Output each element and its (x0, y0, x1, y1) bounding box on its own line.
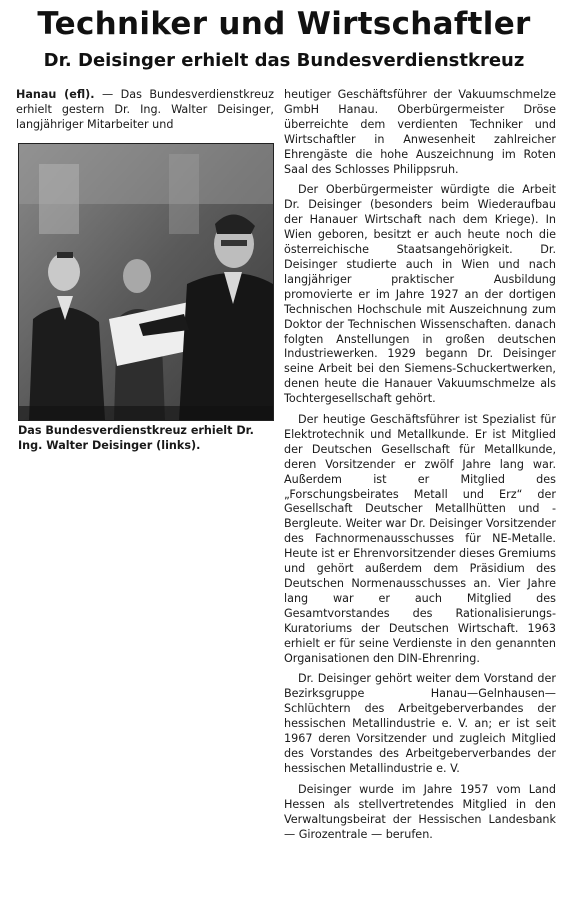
left-column (16, 88, 274, 133)
dateline: Hanau (efl). (16, 88, 95, 101)
paragraph: Deisinger wurde im Jahre 1957 vom Land Hessen als stellvertretendes Mitglied in den Verwaltungsbeirat der Hessischen Landesbank — Girozentrale — berufen. (284, 782, 556, 841)
paragraph: Der Oberbürgermeister würdigte die Arbeit Dr. Deisinger (besonders beim Wiederaufbau der Hanauer Wirtschaft nach dem Kriege). In Wien geboren, besitzt er auch heute noch die österreichische Staatsangehörigkeit. Dr. Deisinger studierte auch in Wien und nach langjähriger praktischer Ausbildung promovierte er im Jahre 1927 an der dortigen Technischen Hochschule mit Auszeichnung zum Doktor der Technischen Wissenschaften. danach folgten Anstellungen in großen deutschen Industriewerken. 1929 begann Dr. Deisinger seine Arbeit bei den Siemens-Schuckertwerken, denen heute die Hanauer Vakuumschmelze als Tochtergesellschaft gehört. (284, 183, 556, 406)
paragraph: heutiger Geschäftsführer der Vakuumschmelze GmbH Hanau. Oberbürgermeister Dröse überreichte dem verdienten Techniker und Wirtschaftler in Anwesenheit zahlreicher Ehrengäste die hohe Auszeichnung im Roten Saal des Schlosses Philippsruh. (284, 88, 556, 176)
paragraph: Dr. Deisinger gehört weiter dem Vorstand der Bezirksgruppe Hanau—Gelnhausen—Schlüchtern des Arbeitgeberverbandes der hessischen Metallindustrie e. V. an; er ist seit 1967 deren Vorsitzender und zugleich Mitglied des Vorstandes des Arbeitgeberverbandes der hessischen Metallindustrie e. V. (284, 672, 556, 775)
headline: Techniker und Wirtschaftler (37, 6, 531, 42)
right-column (284, 88, 556, 842)
photo-caption: Das Bundesverdienstkreuz erhielt Dr. Ing. Walter Deisinger (links). (18, 424, 254, 452)
lead-text: — Das Bundesverdienstkreuz erhielt gestern Dr. Ing. Walter Deisinger, langjähriger Mitarbeiter und (16, 88, 274, 131)
ceremony-photo-image (19, 144, 273, 420)
subheadline: Dr. Deisinger erhielt das Bundesverdienstkreuz (43, 50, 525, 71)
ceremony-photo (18, 143, 274, 421)
lead-paragraph (16, 88, 274, 133)
paragraph: Der heutige Geschäftsführer ist Spezialist für Elektrotechnik und Metallkunde. Er ist Mitglied der Deutschen Gesellschaft für Metallkunde, deren Vorsitzender er zwölf Jahre lang war. Außerdem ist er Mitglied des „Forschungsbeirates Metall und Erz“ der Gesellschaft Deutscher Metallhütten und -Bergleute. Weiter war Dr. Deisinger Vorsitzender des Fachnormenausschusses für NE-Metalle. Heute ist er Ehrenvorsitzender dieses Gremiums und gehört außerdem dem Präsidium des Deutschen Normenausschusses an. Vier Jahre lang war er auch Mitglied des Gesamtvorstandes des Rationalisierungs-Kuratoriums der Deutschen Wirtschaft. 1963 erhielt er für seine Verdienste in den genannten Organisationen den DIN-Ehrenring. (284, 413, 556, 665)
